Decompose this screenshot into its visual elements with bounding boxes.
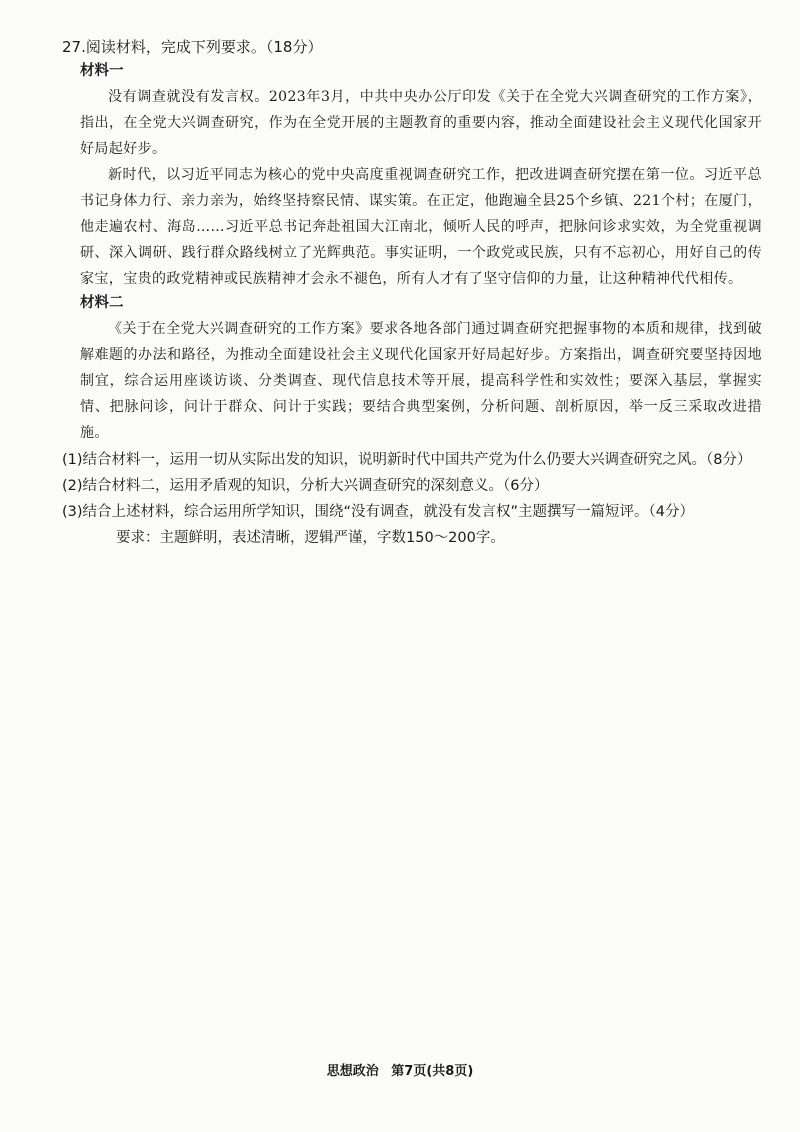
material-one-heading: 材料一 <box>80 63 124 79</box>
footer-page-number: 第7页(共8页) <box>391 1064 474 1079</box>
material-one-paragraph-1: 没有调查就没有发言权。2023年3月，中共中央办公厅印发《关于在全党大兴调查研究的工作方案》，指出，在全党大兴调查研究，作为在全党开展的主题教育的重要内容，推动全面建设社会主义现代化国家开好局起好步。 <box>80 89 762 157</box>
page-footer <box>0 1060 800 1079</box>
footer-subject: 思想政治 <box>326 1064 379 1079</box>
material-two-heading: 材料二 <box>80 295 124 311</box>
essay-requirement: 要求：主题鲜明，表述清晰，逻辑严谨，字数150～200字。 <box>116 530 505 546</box>
material-two-paragraph-1: 《关于在全党大兴调查研究的工作方案》要求各地各部门通过调查研究把握事物的本质和规律，找到破解难题的办法和路径，为推动全面建设社会主义现代化国家开好局起好步。方案指出，调查研究要坚持因地制宜，综合运用座谈访谈、分类调查、现代信息技术等开展，提高科学性和实效性；要深入基层，掌握实情、把脉问诊，问计于群众、问计于实践；要结合典型案例，分析问题、剖析原因，举一反三采取改进措施。 <box>80 321 762 441</box>
question-27 <box>62 36 762 550</box>
sub-question-2: (2)结合材料二，运用矛盾观的知识，分析大兴调查研究的深刻意义。（6分） <box>62 478 549 494</box>
question-title: 27.阅读材料，完成下列要求。（18分） <box>62 38 323 56</box>
sub-question-3: (3)结合上述材料，综合运用所学知识，围绕“没有调查，就没有发言权”主题撰写一篇短评。（4分） <box>62 504 695 520</box>
material-one-paragraph-2: 新时代，以习近平同志为核心的党中央高度重视调查研究工作，把改进调查研究摆在第一位。习近平总书记身体力行、亲力亲为，始终坚持察民情、谋实策。在正定，他跑遍全县25个乡镇、221个村；在厦门，他走遍农村、海岛……习近平总书记奔赴祖国大江南北，倾听人民的呼声，把脉问诊求实效，为全党重视调研、深入调研、践行群众路线树立了光辉典范。事实证明，一个政党或民族，只有不忘初心，用好自己的传家宝，宝贵的政党精神或民族精神才会永不褪色，所有人才有了坚守信仰的力量，让这种精神代代相传。 <box>80 167 762 287</box>
sub-question-1: (1)结合材料一，运用一切从实际出发的知识，说明新时代中国共产党为什么仍要大兴调查研究之风。（8分） <box>62 452 752 468</box>
